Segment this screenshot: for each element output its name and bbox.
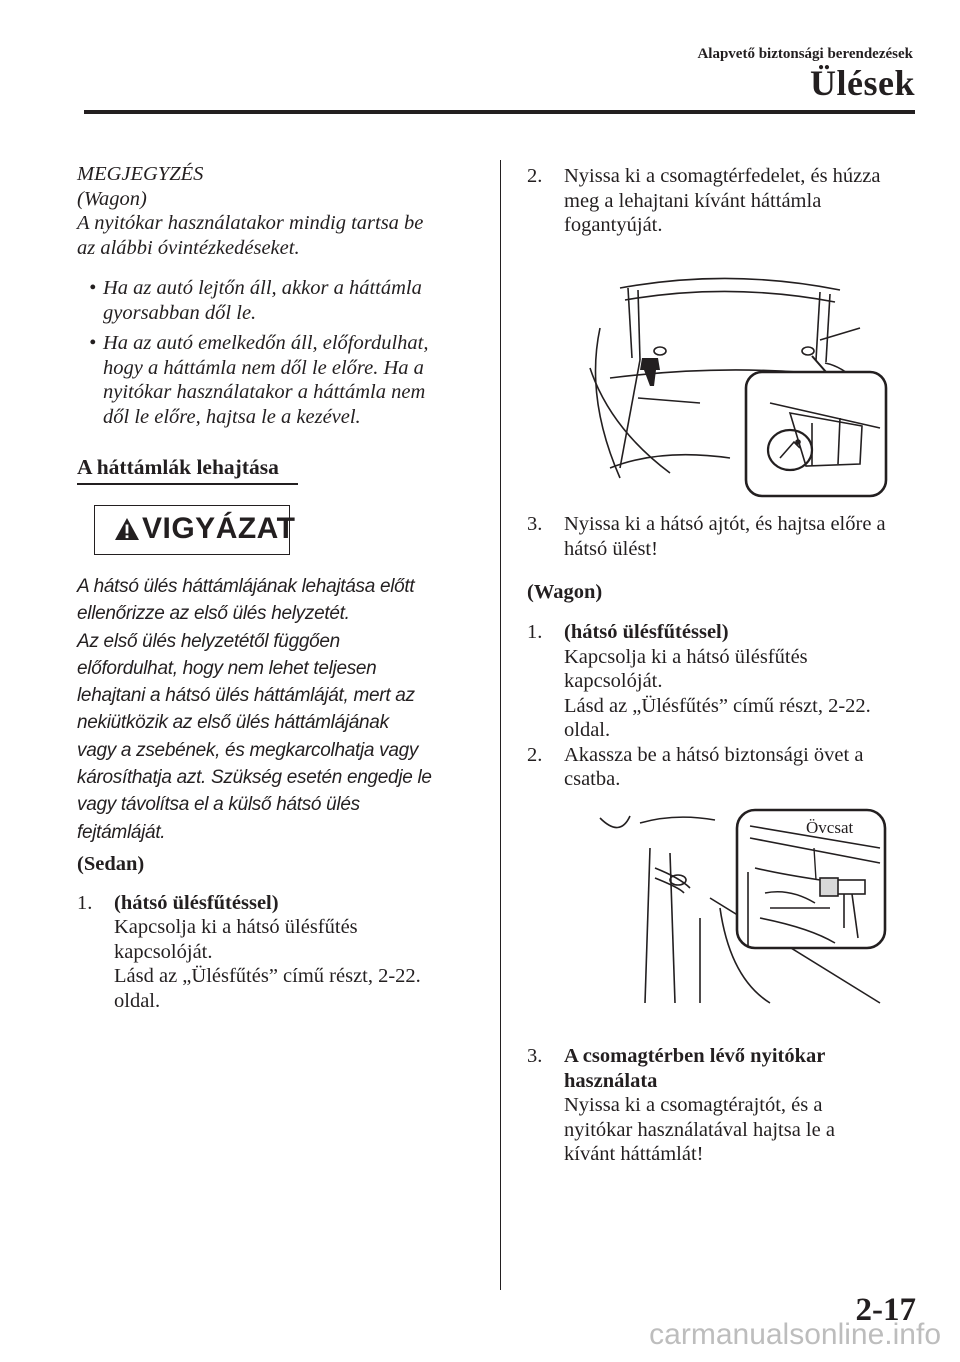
warning-line: Az első ülés helyzetétől függően — [77, 630, 340, 652]
bullet-icon: • — [89, 277, 97, 299]
warning-line: ellenőrizze az első ülés helyzetét. — [77, 603, 350, 625]
step-line: Kapcsolja ki a hátsó ülésfűtés — [564, 645, 808, 668]
wagon-heading: (Wagon) — [527, 581, 603, 603]
step-line: meg a lehajtani kívánt háttámla — [564, 189, 822, 212]
bullet-icon: • — [89, 332, 97, 354]
step-line: oldal. — [114, 989, 161, 1012]
page-number: 2-17 — [855, 1292, 916, 1328]
wagon-step-3 — [527, 1044, 927, 1167]
step-line: Akassza be a hátsó biztonsági övet a — [564, 743, 864, 766]
step-line: Nyissa ki a csomagtérfedelet, és húzza — [564, 165, 881, 187]
warning-text — [77, 573, 497, 846]
step-number: 3. — [527, 513, 543, 535]
note-bullet — [77, 276, 497, 325]
sedan-step-2 — [527, 164, 927, 238]
page-title: Ülések — [810, 63, 915, 103]
step-line: fogantyúját. — [564, 214, 663, 236]
step-title: (hátsó ülésfűtéssel) — [114, 891, 279, 914]
step-line: Lásd az „Ülésfűtés” című részt, 2-22. — [114, 965, 421, 987]
warning-line: A hátsó ülés háttámlájának lehajtása előtt — [77, 576, 415, 597]
bullet-line: gyorsabban dől le. — [103, 301, 257, 324]
step-line: Kapcsolja ki a hátsó ülésfűtés — [114, 916, 358, 938]
sedan-heading: (Sedan) — [77, 853, 145, 875]
watermark: carmanualsonline.info — [649, 1318, 941, 1351]
step-number: 1. — [77, 891, 93, 914]
step-line: Nyissa ki a hátsó ajtót, és hajtsa előre a — [564, 513, 886, 535]
step-line: Nyissa ki a csomagtérajtót, és a — [564, 1094, 823, 1116]
step-number: 3. — [527, 1045, 543, 1067]
warning-line: fejtámláját. — [77, 821, 166, 843]
note-intro-line: A nyitókar használatakor mindig tartsa be — [77, 212, 424, 234]
step-title: (hátsó ülésfűtéssel) — [564, 621, 729, 643]
step-line: Lásd az „Ülésfűtés” című részt, 2-22. — [564, 694, 871, 717]
note-intro-line: az alábbi óvintézkedéseket. — [77, 236, 300, 259]
wagon-step-2 — [527, 743, 927, 792]
step-line: csatba. — [564, 768, 621, 790]
step-number: 2. — [527, 743, 543, 766]
heading-underline — [77, 483, 298, 485]
step-title: A csomagtérben lévő nyitókar — [564, 1045, 826, 1067]
warning-label: VIGYÁZAT — [142, 512, 296, 545]
bullet-line: dől le előre, hajtsa le a kezével. — [103, 405, 361, 428]
step-title: használata — [564, 1069, 658, 1092]
note-bullet — [77, 331, 497, 429]
seatbelt-buckle-illustration — [580, 808, 890, 1006]
warning-line: előfordulhat, hogy nem lehet teljesen — [77, 657, 377, 679]
note-title: MEGJEGYZÉS — [77, 163, 204, 185]
sedan-step-3 — [527, 512, 927, 561]
step-number: 1. — [527, 621, 543, 643]
wagon-steps — [527, 620, 927, 792]
step-line: kapcsolóját. — [564, 670, 663, 692]
note-block — [77, 162, 497, 429]
section-heading: A háttámlák lehajtása — [77, 455, 279, 479]
header-rule — [84, 110, 915, 114]
warning-line: vagy a zsebének, és megkarcolhatja vagy — [77, 739, 419, 761]
sedan-section — [77, 852, 497, 1013]
bullet-line: hogy a háttámla nem dől le előre. Ha a — [103, 356, 424, 379]
warning-line: nekiütközik az első ülés háttámlájának — [77, 712, 389, 734]
warning-line: károsíthatja azt. Szükség esetén engedje le — [77, 767, 432, 789]
step-number: 2. — [527, 165, 543, 187]
section-header: Alapvető biztonsági berendezések — [697, 46, 913, 62]
warning-line: lehajtani a hátsó ülés háttámláját, mert az — [77, 685, 415, 707]
warning-triangle-icon — [114, 517, 140, 541]
column-divider — [500, 160, 501, 1290]
bullet-line: nyitókar használatakor a háttámla nem — [103, 381, 426, 403]
note-subtitle: (Wagon) — [77, 187, 147, 210]
warning-box — [94, 505, 296, 555]
step-line: oldal. — [564, 719, 611, 741]
step-line: kapcsolóját. — [114, 940, 213, 963]
warning-line: vagy távolítsa el a külső hátsó ülés — [77, 794, 360, 816]
sedan-step-1 — [77, 891, 497, 1014]
trunk-lever-illustration — [580, 268, 890, 500]
step-line: nyitókar használatával hajtsa le a — [564, 1118, 835, 1141]
step-line: hátsó ülést! — [564, 537, 658, 560]
step-line: kívánt háttámlát! — [564, 1143, 704, 1165]
buckle-label: Övcsat — [806, 818, 854, 837]
wagon-step-1 — [527, 620, 927, 743]
bullet-line: Ha az autó emelkedőn áll, előfordulhat, — [103, 332, 429, 354]
bullet-line: Ha az autó lejtőn áll, akkor a háttámla — [103, 277, 422, 299]
